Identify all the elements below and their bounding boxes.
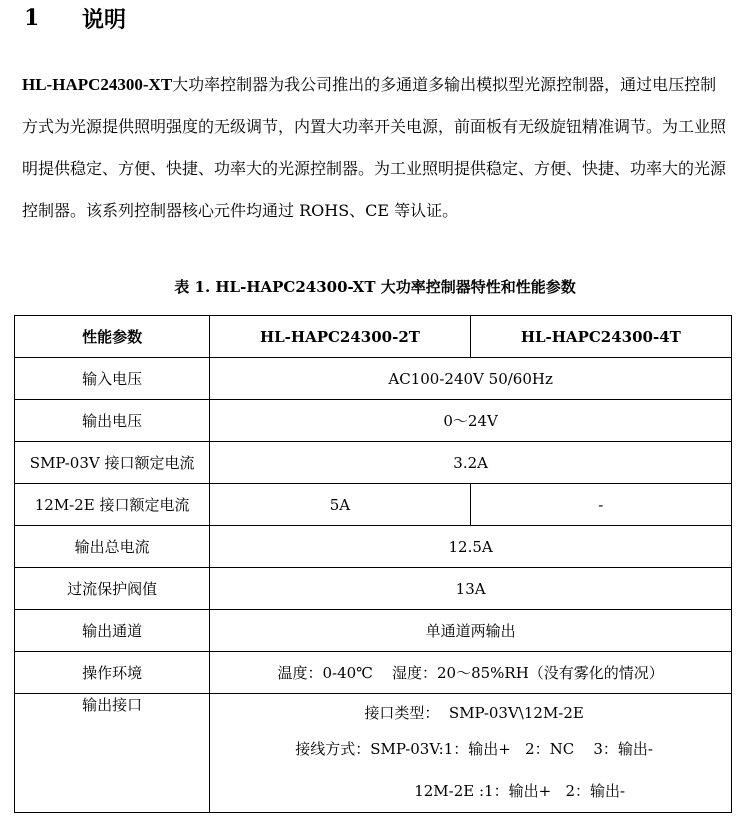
section-number: 1 bbox=[24, 5, 40, 31]
row-value: 单通道两输出 bbox=[210, 610, 732, 652]
table-row-interface bbox=[15, 694, 732, 813]
row-value-2t: 5A bbox=[210, 484, 470, 526]
row-label: 输出总电流 bbox=[15, 526, 210, 568]
table-header-row bbox=[15, 316, 732, 358]
intro-paragraph bbox=[22, 64, 732, 232]
table-row bbox=[15, 400, 732, 442]
row-value: 0～24V bbox=[210, 400, 732, 442]
row-label: 输出电压 bbox=[15, 400, 210, 442]
row-label: 输出通道 bbox=[15, 610, 210, 652]
table-caption: 表 1. HL-HAPC24300-XT 大功率控制器特性和性能参数 bbox=[174, 278, 576, 296]
row-label: 输入电压 bbox=[15, 358, 210, 400]
intro-text: 大功率控制器为我公司推出的多通道多输出模拟型光源控制器，通过电压控制方式为光源提供照明强度的无级调节，内置大功率开关电源，前面板有无级旋钮精准调节。为工业照明提供稳定、方便、快捷、功率大的光源控制器。为工业照明提供稳定、方便、快捷、功率大的光源控制器。该系列控制器核心元件均通过 ROHS、CE 等认证。 bbox=[22, 75, 727, 220]
table-row bbox=[15, 442, 732, 484]
interface-label: 输出接口 bbox=[15, 694, 210, 813]
row-value: 3.2A bbox=[210, 442, 732, 484]
row-value-4t: - bbox=[470, 484, 731, 526]
header-parameter: 性能参数 bbox=[15, 316, 210, 358]
header-model-4t: HL-HAPC24300-4T bbox=[470, 316, 731, 358]
interface-wiring-line: 接线方式：SMP-03V:1：输出+ 2：NC 3：输出- bbox=[295, 740, 653, 758]
row-value: 温度：0-40℃ 湿度：20～85%RH（没有雾化的情况） bbox=[210, 652, 732, 694]
interface-wiring-line-2: 12M-2E :1：输出+ 2：输出- bbox=[414, 782, 626, 800]
row-value: AC100-240V 50/60Hz bbox=[210, 358, 732, 400]
header-model-2t: HL-HAPC24300-2T bbox=[210, 316, 470, 358]
row-label: SMP-03V 接口额定电流 bbox=[15, 442, 210, 484]
table-row bbox=[15, 652, 732, 694]
interface-type-line: 接口类型： SMP-03V\12M-2E bbox=[364, 704, 584, 722]
section-title: 说明 bbox=[82, 6, 127, 33]
row-value: 12.5A bbox=[210, 526, 732, 568]
spec-table bbox=[14, 315, 732, 813]
section-heading bbox=[24, 0, 126, 36]
table-row bbox=[15, 358, 732, 400]
row-value: 13A bbox=[210, 568, 732, 610]
interface-details bbox=[210, 694, 732, 813]
table-row bbox=[15, 568, 732, 610]
table-row bbox=[15, 610, 732, 652]
table-row bbox=[15, 484, 732, 526]
intro-model-name: HL-HAPC24300-XT bbox=[22, 75, 173, 94]
row-label: 12M-2E 接口额定电流 bbox=[15, 484, 210, 526]
table-row bbox=[15, 526, 732, 568]
row-label: 操作环境 bbox=[15, 652, 210, 694]
row-label: 过流保护阀值 bbox=[15, 568, 210, 610]
